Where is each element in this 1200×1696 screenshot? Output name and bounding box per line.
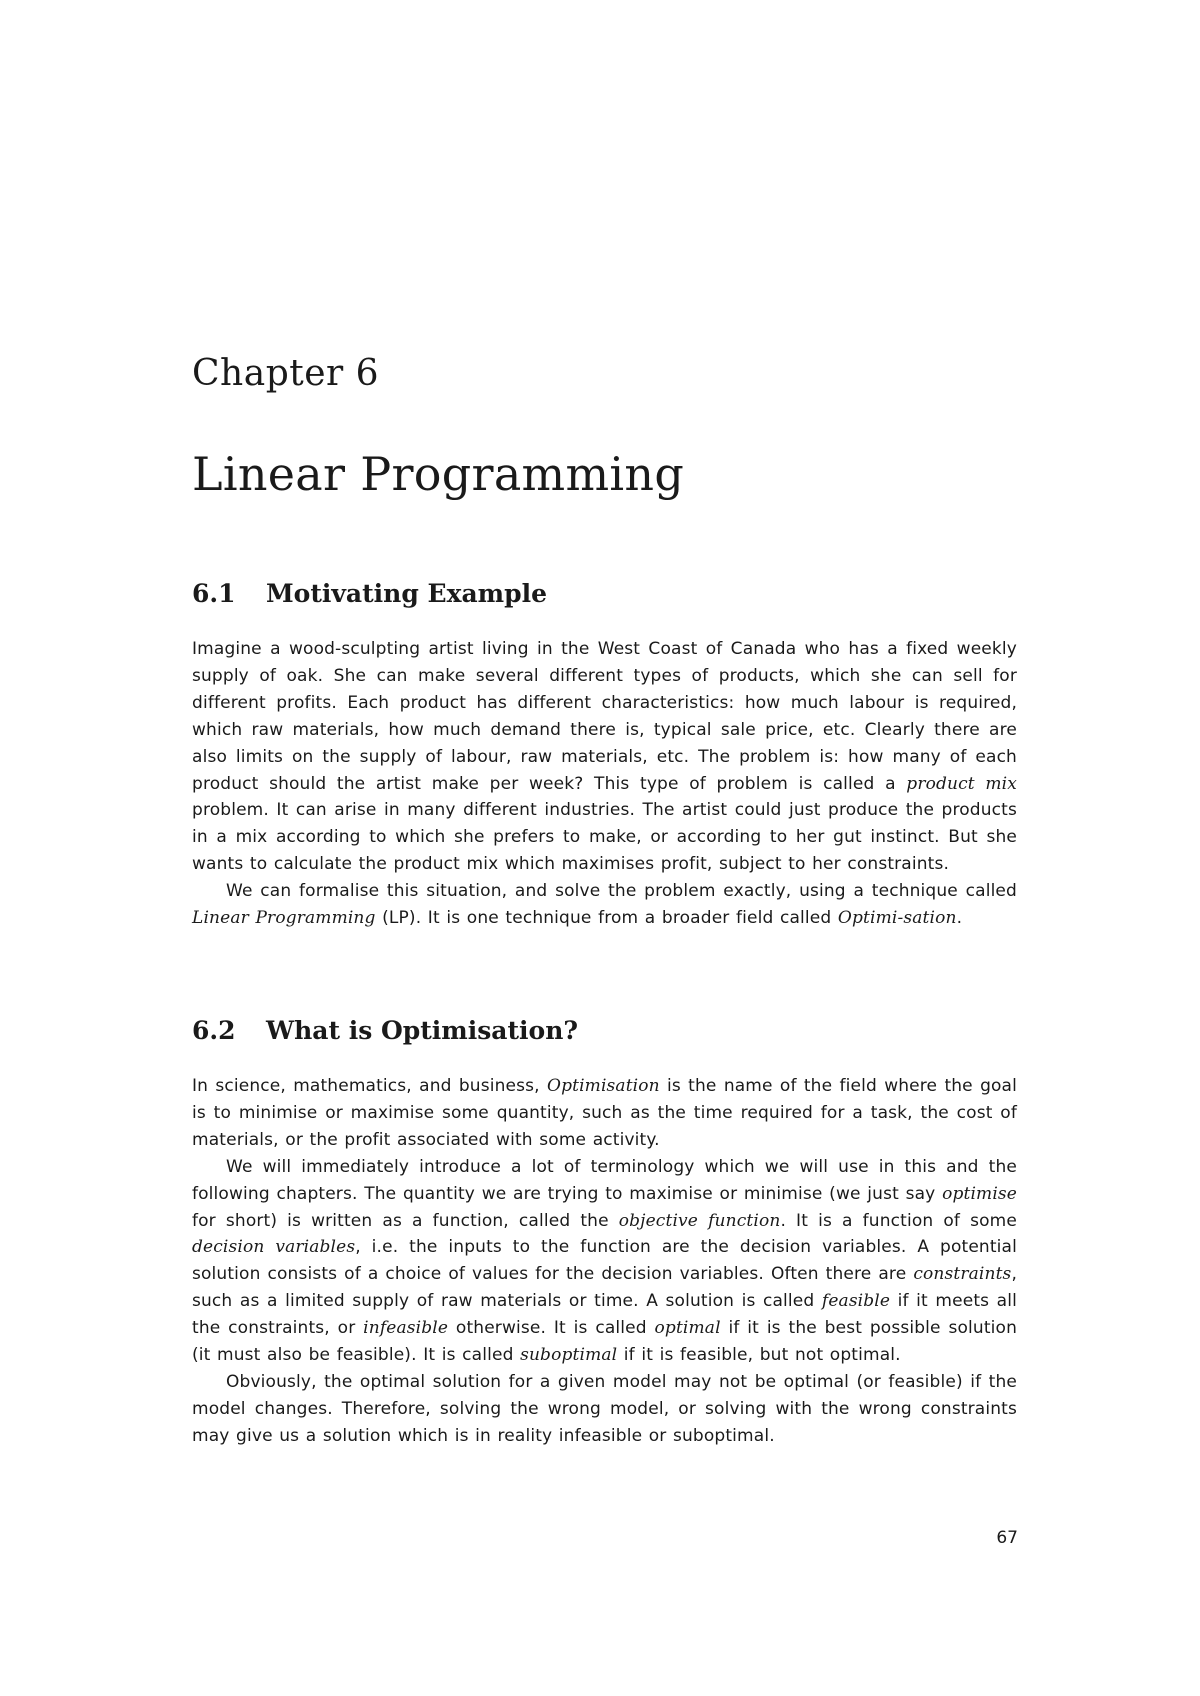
text-run: . It is a function of some (780, 1210, 1017, 1231)
page-number: 67 (996, 1528, 1018, 1548)
emphasized-term: suboptimal (520, 1345, 618, 1366)
text-run: , i.e. the inputs to the function are the decision variables. A potential solution consists of a choice of values for the decision variables. Often there are (192, 1237, 1017, 1285)
emphasized-term: infeasible (363, 1318, 449, 1339)
text-run: problem. It can arise in many different industries. The artist could just produce the products in a mix according to which she prefers to make, or according to her gut instinct. But she wants to calculate the product mix which maximises profit, subject to her constraints. (192, 800, 1017, 875)
text-run: , such as a limited supply of raw materials or time. A solution is called (192, 1264, 1017, 1312)
section-heading (192, 1015, 1017, 1047)
text-run: if it is the best possible solution (it must also be feasible). It is called (192, 1318, 1017, 1366)
section-title: What is Optimisation? (266, 1016, 579, 1045)
text-run: In science, mathematics, and business, (192, 1076, 547, 1096)
section-what-is-optimisation (192, 1015, 1017, 1450)
emphasized-term: Optimisation (546, 1076, 660, 1096)
text-run: (LP). It is one technique from a broader field called (375, 908, 838, 929)
emphasized-term: product mix (906, 773, 1017, 794)
paragraph (192, 878, 1017, 932)
paragraph (192, 1073, 1017, 1154)
text-run: We will immediately introduce a lot of terminology which we will use in this and the following chapters. The quantity we are trying to maximise or minimise (we just say (192, 1156, 1017, 1204)
emphasized-term: Linear Programming (192, 908, 376, 929)
emphasized-term: Optimi-sation (837, 908, 957, 929)
emphasized-term: feasible (821, 1291, 891, 1312)
section-number: 6.2 (192, 1016, 236, 1045)
paragraph (192, 636, 1017, 878)
text-run: . (956, 908, 963, 929)
text-run: We can formalise this situation, and solve the problem exactly, using a technique called (226, 881, 1017, 902)
chapter-label: Chapter 6 (192, 353, 380, 394)
text-run: Imagine a wood-sculpting artist living in the West Coast of Canada who has a fixed weekly supply of oak. She can make several different types of products, which she can sell for different profits. Each product has different characteristics: how much labour is required, which raw materials, how much demand there is, typical sale price, etc. Clearly there are also limits on the supply of labour, raw materials, etc. The problem is: how many of each product should the artist make per week? This type of problem is called a (192, 639, 1017, 794)
emphasized-term: optimal (654, 1318, 721, 1339)
section-title: Motivating Example (266, 579, 548, 608)
paragraph (192, 1154, 1017, 1369)
section-number: 6.1 (192, 579, 236, 608)
text-run: Obviously, the optimal solution for a given model may not be optimal (or feasible) if the model changes. Therefore, solving the wrong model, or solving with the wrong constraints may give us a solution which is in reality infeasible or suboptimal. (192, 1371, 1017, 1446)
text-run: if it meets all the constraints, or (192, 1291, 1017, 1339)
section-heading (192, 578, 1017, 610)
chapter-title: Linear Programming (192, 447, 685, 501)
text-run: if it is feasible, but not optimal. (617, 1345, 901, 1366)
emphasized-term: optimise (942, 1183, 1017, 1204)
text-run: is the name of the field where the goal is to minimise or maximise some quantity, such as the time required for a task, the cost of materials, or the profit associated with some activity. (192, 1076, 1018, 1150)
emphasized-term: objective function (618, 1210, 781, 1231)
text-run: otherwise. It is called (448, 1318, 655, 1339)
emphasized-term: decision variables (192, 1237, 356, 1258)
section-motivating-example (192, 578, 1017, 932)
emphasized-term: constraints (913, 1264, 1012, 1285)
text-run: for short) is written as a function, called the (192, 1210, 619, 1231)
paragraph (192, 1369, 1017, 1450)
